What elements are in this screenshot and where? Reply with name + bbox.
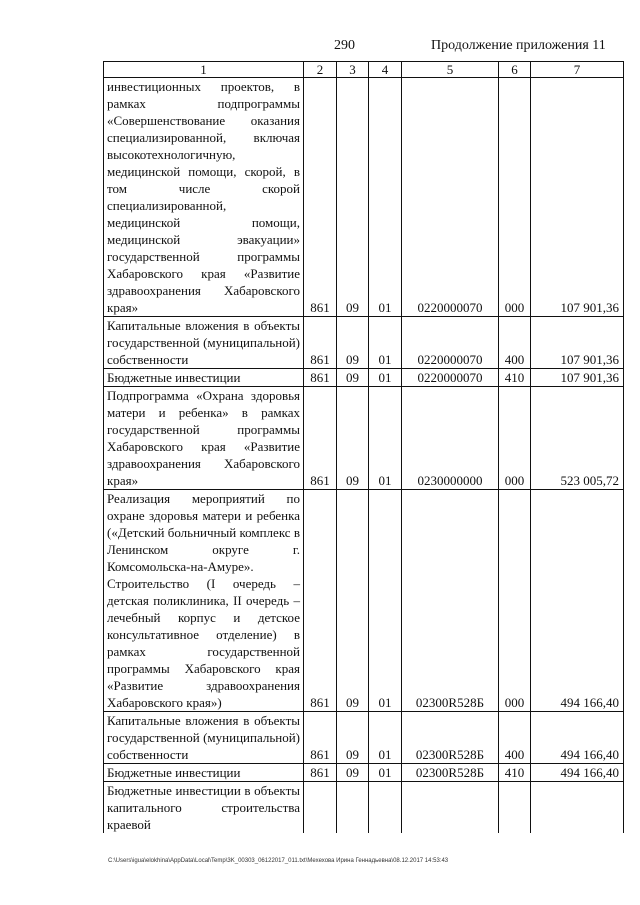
row-expense-type: 000: [499, 490, 531, 712]
row-description: Реализация мероприятий по охране здоровья матери и ребенка («Детский больничный комплекс в Ленинском округе г. Комсомольска-на-Амуре». Строительство (I очередь – детская поликлиника, II очередь – лечебный корпус и детское консультативное отделение) в рамках государственной программы Хабаровского края «Развитие здравоохранения Хабаровского края»): [104, 490, 304, 712]
row-expense-type: 000: [499, 78, 531, 317]
row-expense-type: 410: [499, 369, 531, 387]
row-target-article: 0220000070: [402, 317, 499, 369]
row-target-article: 02300R528Б: [402, 712, 499, 764]
row-description: Бюджетные инвестиции в объекты капитального строительства краевой: [104, 782, 304, 834]
row-description: Бюджетные инвестиции: [104, 369, 304, 387]
column-header: 3: [337, 62, 369, 78]
row-section: 09: [337, 490, 369, 712]
row-section: 09: [337, 78, 369, 317]
footer-file-path: C:\Users\igua\elokhina\AppData\Local\Temp\3K_00303_06122017_011.txt\Мехехова Ирина Геннадьевна\08.12.2017 14:53:43: [108, 858, 449, 864]
row-section: 09: [337, 369, 369, 387]
row-expense-type: 400: [499, 712, 531, 764]
row-grbs: [304, 782, 337, 834]
row-description: Капитальные вложения в объекты государственной (муниципальной) собственности: [104, 317, 304, 369]
row-amount: 107 901,36: [531, 78, 624, 317]
column-header: 5: [402, 62, 499, 78]
row-expense-type: [499, 782, 531, 834]
row-target-article: [402, 782, 499, 834]
row-section: 09: [337, 387, 369, 490]
column-header: 7: [531, 62, 624, 78]
row-target-article: 0220000070: [402, 78, 499, 317]
table-row: [104, 387, 624, 490]
row-grbs: 861: [304, 317, 337, 369]
row-grbs: 861: [304, 764, 337, 782]
row-subsection: 01: [369, 490, 402, 712]
row-subsection: [369, 782, 402, 834]
budget-table: [103, 61, 624, 833]
table-row: [104, 78, 624, 317]
column-header: 6: [499, 62, 531, 78]
row-amount: 523 005,72: [531, 387, 624, 490]
row-section: 09: [337, 317, 369, 369]
row-section: 09: [337, 712, 369, 764]
row-subsection: 01: [369, 387, 402, 490]
row-target-article: 02300R528Б: [402, 490, 499, 712]
row-target-article: 02300R528Б: [402, 764, 499, 782]
row-description: Подпрограмма «Охрана здоровья матери и ребенка» в рамках государственной программы Хабаровского края «Развитие здравоохранения Хабаровского края»: [104, 387, 304, 490]
row-grbs: 861: [304, 712, 337, 764]
row-amount: 107 901,36: [531, 369, 624, 387]
row-amount: 494 166,40: [531, 764, 624, 782]
row-subsection: 01: [369, 78, 402, 317]
column-header: 4: [369, 62, 402, 78]
row-subsection: 01: [369, 317, 402, 369]
row-subsection: 01: [369, 369, 402, 387]
row-target-article: 0220000070: [402, 369, 499, 387]
table-row: [104, 317, 624, 369]
appendix-continuation-title: Продолжение приложения 11: [431, 38, 606, 53]
column-header: 1: [104, 62, 304, 78]
row-grbs: 861: [304, 490, 337, 712]
row-amount: 494 166,40: [531, 712, 624, 764]
row-expense-type: 400: [499, 317, 531, 369]
row-grbs: 861: [304, 387, 337, 490]
row-expense-type: 000: [499, 387, 531, 490]
row-subsection: 01: [369, 712, 402, 764]
row-amount: 107 901,36: [531, 317, 624, 369]
table-row: [104, 369, 624, 387]
table-row: [104, 712, 624, 764]
table-row: [104, 490, 624, 712]
column-header: 2: [304, 62, 337, 78]
row-description: инвестиционных проектов, в рамках подпрограммы «Совершенствование оказания специализированной, включая высокотехнологичную, медицинской помощи, скорой, в том числе скорой специализированной, медицинской помощи, медицинской эвакуации» государственной программы Хабаровского края «Развитие здравоохранения Хабаровского края»: [104, 78, 304, 317]
row-expense-type: 410: [499, 764, 531, 782]
table-row: [104, 782, 624, 834]
row-target-article: 0230000000: [402, 387, 499, 490]
row-section: [337, 782, 369, 834]
row-grbs: 861: [304, 369, 337, 387]
row-description: Капитальные вложения в объекты государственной (муниципальной) собственности: [104, 712, 304, 764]
row-amount: [531, 782, 624, 834]
table-header-row: [104, 62, 624, 78]
row-subsection: 01: [369, 764, 402, 782]
row-section: 09: [337, 764, 369, 782]
row-amount: 494 166,40: [531, 490, 624, 712]
page-number: 290: [334, 38, 355, 53]
row-grbs: 861: [304, 78, 337, 317]
table-row: [104, 764, 624, 782]
row-description: Бюджетные инвестиции: [104, 764, 304, 782]
